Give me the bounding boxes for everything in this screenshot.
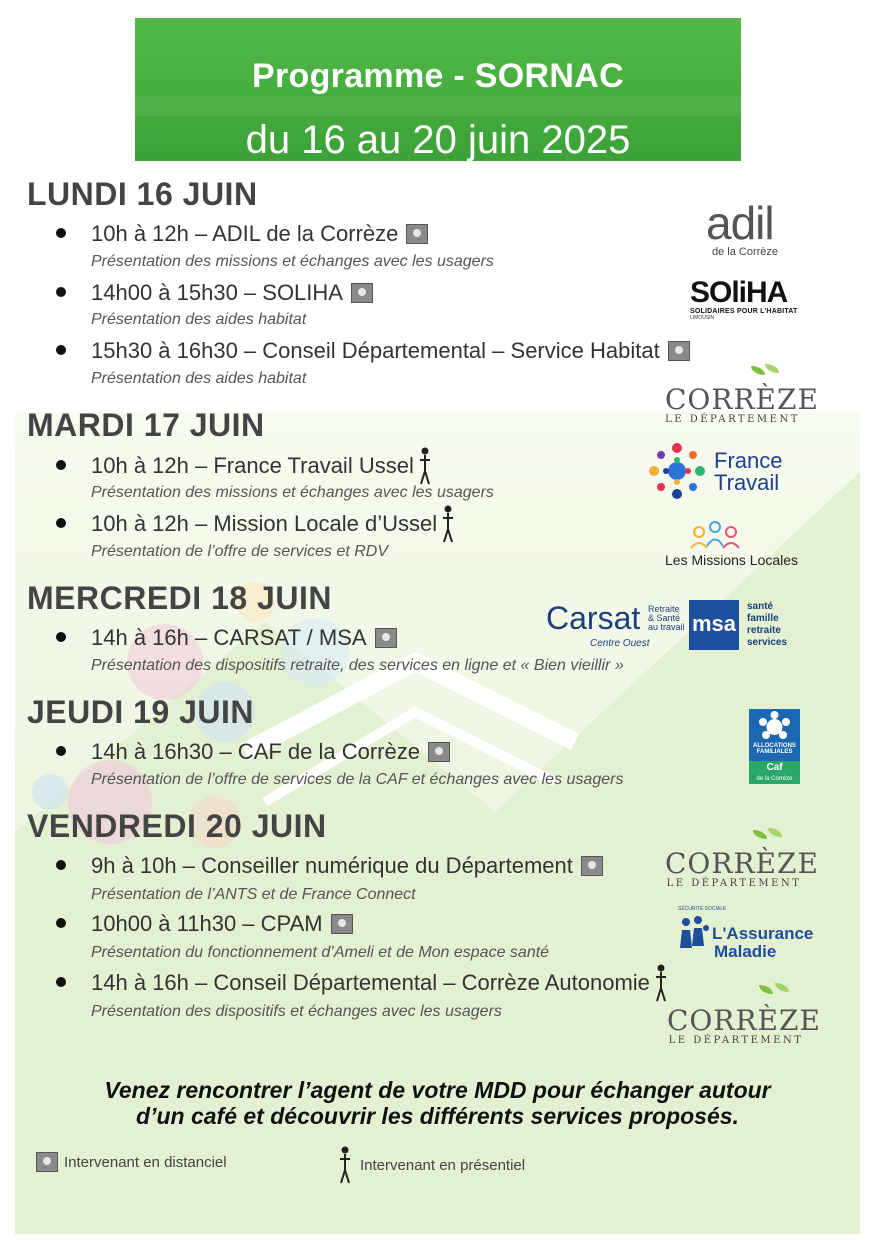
adil-logo-name: adil [706,197,774,249]
bullet [56,632,66,642]
bullet [56,460,66,470]
correze-logo [665,830,819,889]
carsat-side-2: & Santé [648,613,681,623]
legend-onsite [338,1146,525,1184]
bullet [56,228,66,238]
adil-logo-sub: de la Corrèze [712,246,779,258]
caf-logo-name: Caf [766,762,783,773]
event-item: 14h à 16h30 – CAF de la Corrèze [91,739,450,765]
event-item: 14h à 16h – Conseil Départemental – Corrèze Autonomie [91,963,668,1003]
assurance-maladie-line1: L'Assurance [712,924,814,943]
france-travail-logo [646,440,796,502]
correze-logo [667,985,821,1046]
bullet [56,860,66,870]
correze-logo-sub: LE DÉPARTEMENT [665,414,800,425]
remote-icon [428,742,450,762]
legend-onsite-label: Intervenant en présentiel [360,1156,526,1174]
page-title: Programme - SORNAC [252,57,624,95]
france-travail-dots-icon [646,440,708,502]
legend-remote-label: Intervenant en distanciel [64,1153,227,1171]
event-item: 10h à 12h – France Travail Ussel [91,446,432,486]
family-icon [678,914,710,958]
france-travail-line2: Travail [714,470,780,495]
soliha-logo-tagline: SOLIDAIRES POUR L'HABITAT [690,308,798,315]
carsat-logo [546,602,686,652]
missions-locales-logo [665,520,799,572]
footer-line-1: Venez rencontrer l’agent de votre MDD pour échanger autour [104,1077,771,1103]
remote-icon [375,628,397,648]
day-heading: VENDREDI 20 JUIN [27,808,327,844]
soliha-logo-name: SOliHA [690,276,788,309]
france-travail-line1: France [714,448,783,473]
people-group-icon [687,520,747,550]
event-description: Présentation des dispositifs retraite, des services en ligne et « Bien vieillir » [91,657,624,674]
soliha-logo-region: LIMOUSIN [690,315,715,321]
carsat-side-1: Retraite [648,604,680,614]
assurance-maladie-logo [678,902,814,962]
remote-icon [331,914,353,934]
person-icon [654,964,668,1002]
event-description: Présentation des dispositifs et échanges avec les usagers [91,1003,502,1020]
bullet [56,746,66,756]
remote-icon [351,283,373,303]
bullet [56,518,66,528]
event-item: 15h30 à 16h30 – Conseil Départemental – Service Habitat [91,338,690,364]
bullet [56,287,66,297]
header-stripe [135,96,741,116]
carsat-logo-name: Carsat [546,600,641,636]
msa-logo-box: msa [689,600,739,650]
msa-line-3: retraite [747,625,781,636]
soliha-logo [690,278,805,330]
correze-logo [665,366,819,425]
bullet [56,345,66,355]
caf-top-2: FAMILIALES [756,749,793,755]
correze-logo-sub: LE DÉPARTEMENT [666,878,802,889]
caf-top-1: ALLOCATIONS [753,743,796,749]
msa-logo [689,600,801,650]
correze-logo-name: CORRÈZE [667,1004,821,1037]
caf-logo-sub: de la Corrèze [756,776,793,782]
assurance-maladie-tiny: SÉCURITÉ SOCIALE [678,906,727,912]
event-description: Présentation du fonctionnement d’Ameli et de Mon espace santé [91,944,550,961]
event-description: Présentation des missions et échanges avec les usagers [91,484,494,501]
bullet [56,918,66,928]
event-description: Présentation de l’offre de services et RDV [91,543,389,560]
msa-line-2: famille [747,613,779,624]
assurance-maladie-line2: Maladie [714,942,777,961]
person-icon [338,1146,352,1184]
page-dates: du 16 au 20 juin 2025 [245,118,631,162]
header-banner [135,18,741,161]
footer-line-2: d’un café et découvrir les différents services proposés. [136,1103,739,1129]
legend-remote [36,1152,227,1172]
bullet [56,977,66,987]
caf-logo [749,709,800,784]
adil-logo [706,197,796,264]
remote-icon [406,224,428,244]
event-item: 14h00 à 15h30 – SOLIHA [91,280,373,306]
day-heading: MERCREDI 18 JUIN [27,580,332,616]
event-item: 10h00 à 11h30 – CPAM [91,911,353,937]
event-description: Présentation de l’offre de services de la CAF et échanges avec les usagers [91,771,624,788]
carsat-side-3: au travail [648,622,685,632]
remote-icon [581,856,603,876]
event-description: Présentation des aides habitat [91,370,307,387]
msa-line-1: santé [747,601,774,612]
correze-logo-name: CORRÈZE [665,847,819,880]
remote-icon [36,1152,58,1172]
day-heading: LUNDI 16 JUIN [27,176,258,212]
day-heading: JEUDI 19 JUIN [27,694,255,730]
caf-emblem-icon [749,709,800,743]
event-item: 10h à 12h – ADIL de la Corrèze [91,221,428,247]
event-item: 10h à 12h – Mission Locale d’Ussel [91,504,455,544]
remote-icon [668,341,690,361]
event-item: 14h à 16h – CARSAT / MSA [91,625,397,651]
event-description: Présentation de l’ANTS et de France Connect [91,886,416,903]
correze-logo-sub: LE DÉPARTEMENT [668,1035,804,1046]
person-icon [441,505,455,543]
correze-logo-name: CORRÈZE [665,383,819,416]
person-icon [418,447,432,485]
event-item: 9h à 10h – Conseiller numérique du Département [91,853,603,879]
event-description: Présentation des missions et échanges avec les usagers [91,253,494,270]
day-heading: MARDI 17 JUIN [27,407,265,443]
missions-locales-name: Les Missions Locales [665,552,799,568]
carsat-logo-region: Centre Ouest [590,638,650,649]
msa-line-4: services [747,637,788,648]
event-description: Présentation des aides habitat [91,311,307,328]
